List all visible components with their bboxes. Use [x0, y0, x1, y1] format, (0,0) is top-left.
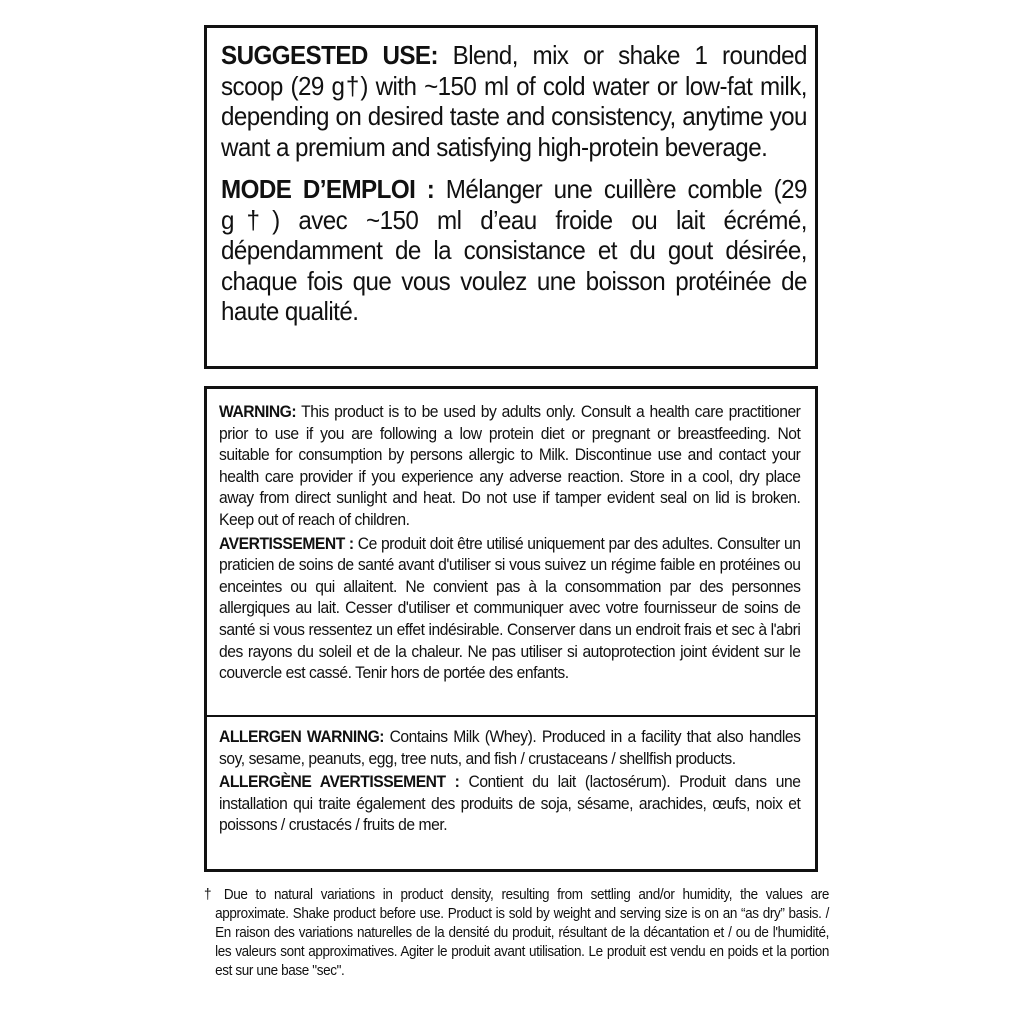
allergen-section	[207, 717, 815, 869]
avertissement-label: AVERTISSEMENT :	[219, 533, 354, 553]
allergene-avertissement-text: Contient du lait (lactosérum). Produit dans une installation qui traite également des produits de soja, sésame, arachides, œufs, noix et poissons / crustacés / fruits de mer.	[219, 772, 801, 835]
warning-label: WARNING:	[219, 402, 297, 421]
mode-emploi-french	[221, 174, 807, 327]
allergene-avertissement-french	[219, 771, 800, 836]
allergen-warning-text: Contains Milk (Whey). Produced in a facility that also handles soy, sesame, peanuts, egg, tree nuts, and fish / crustaceans / shellfish products.	[219, 727, 801, 768]
mode-emploi-label: MODE D’EMPLOI :	[221, 174, 435, 204]
warning-text: This product is to be used by adults only. Consult a health care practitioner prior to use if you are following a low protein diet or pregnant or breastfeeding. Not suitable for consumption by persons allergic to Milk. Discontinue use and contact your health care provider if you experience any adverse reaction. Store in a cool, dry place away from direct sunlight and heat. Do not use if tamper evident seal on lid is broken. Keep out of reach of children.	[219, 402, 801, 529]
mode-emploi-text: Mélanger une cuillère comble (29 g†) avec ~150 ml d’eau froide ou lait écrémé, dépendamment de la consistance et du gout désirée, chaque fois que vous voulez une boisson protéinée de haute qualité.	[221, 174, 807, 326]
allergen-warning-label: ALLERGEN WARNING:	[219, 727, 385, 746]
warning-section	[207, 389, 815, 717]
footnote-text: † Due to natural variations in product density, resulting from settling and/or humidity, the values are approximate. Shake product before use. Product is sold by weight and serving size is on an “as dry” basis. / En raison des variations naturelles de la densité du produit, résultant de la décantation et / ou de l'humidité, les valeurs sont approximatives. Agiter le produit avant utilisation. Le produit est vendu en poids et la portion est sur une base "sec".	[204, 887, 829, 979]
density-footnote	[204, 886, 829, 981]
suggested-use-text: Blend, mix or shake 1 rounded scoop (29 g†) with ~150 ml of cold water or low-fat milk, depending on desired taste and consistency, anytime you want a premium and satisfying high-protein beverage.	[221, 40, 807, 162]
suggested-use-label: SUGGESTED USE:	[221, 40, 438, 70]
avertissement-text: Ce produit doit être utilisé uniquement par des adultes. Consulter un praticien de soins de santé avant d'utiliser si vous suivez un régime faible en protéines ou enceintes ou qui allaitent. Ne convient pas à la consommation par des personnes allergiques au lait. Cesser d'utiliser et communiquer avec votre fournisseur de soins de santé si vous ressentez un effet indésirable. Conserver dans un endroit frais et sec à l'abri des rayons du soleil et de la chaleur. Ne pas utiliser si autoprotection joint évident sur le couvercle est cassé. Tenir hors de portée des enfants.	[219, 533, 801, 683]
allergen-warning-english	[219, 726, 800, 769]
allergene-avertissement-label: ALLERGÈNE AVERTISSEMENT :	[219, 772, 460, 792]
warnings-panel	[204, 386, 818, 872]
suggested-use-english	[221, 40, 807, 162]
suggested-use-panel	[204, 25, 818, 369]
avertissement-french	[219, 533, 800, 684]
warning-english	[219, 401, 800, 531]
